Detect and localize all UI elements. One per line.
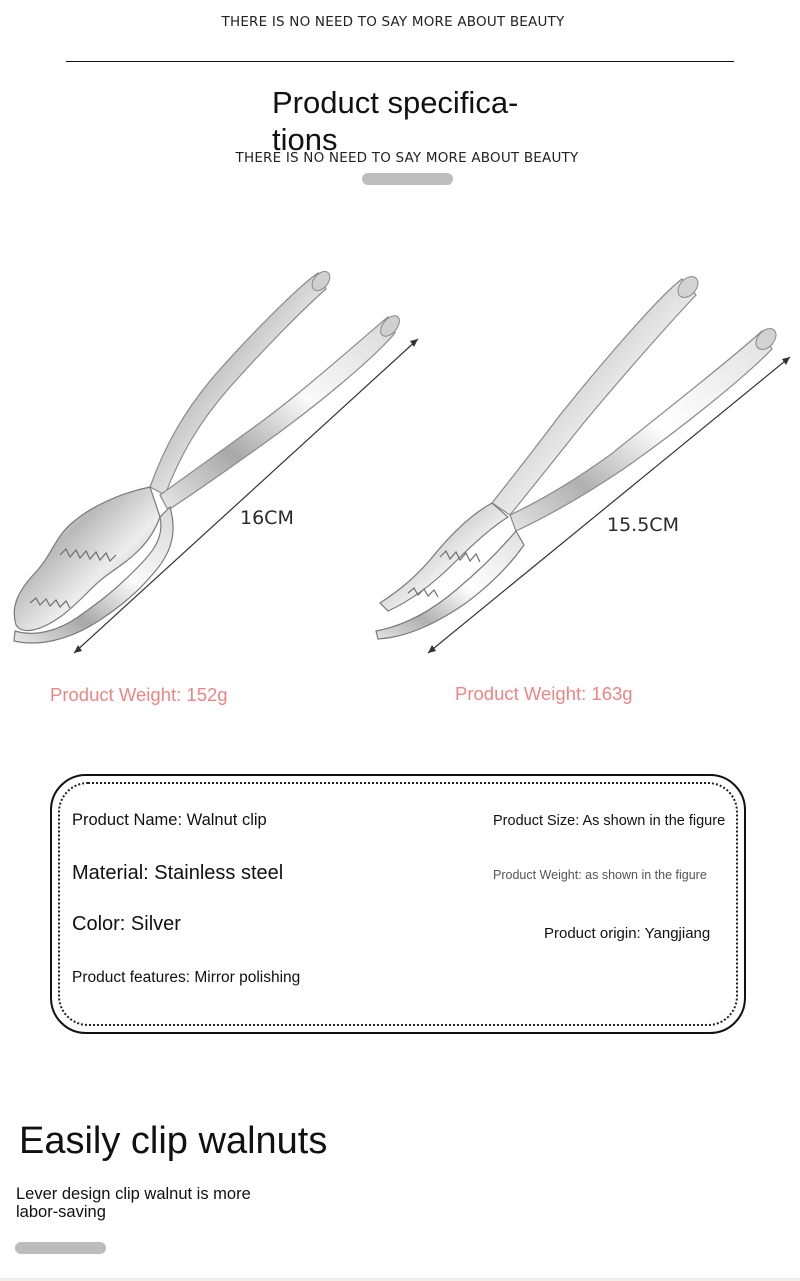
spec-product-name: Product Name: Walnut clip — [72, 811, 267, 829]
spec-color: Color: Silver — [72, 913, 181, 935]
walnut-clip-image-1 — [0, 255, 420, 665]
page-title: Product specifica- tions — [272, 85, 519, 157]
product-2-dimension: 15.5CM — [607, 514, 679, 536]
feature-description: Lever design clip walnut is more labor-saving — [16, 1185, 251, 1221]
decorative-pill — [362, 173, 453, 185]
spec-size: Product Size: As shown in the figure — [493, 813, 726, 829]
header-tagline: THERE IS NO NEED TO SAY MORE ABOUT BEAUTY — [221, 14, 565, 30]
product-2-weight: Product Weight: 163g — [455, 683, 633, 704]
spec-box — [50, 774, 746, 1034]
feature-title: Easily clip walnuts — [19, 1120, 328, 1162]
product-1-dimension: 16CM — [240, 507, 294, 529]
decorative-pill-bottom — [15, 1242, 106, 1254]
header-divider — [66, 61, 734, 62]
walnut-clip-image-2 — [370, 265, 800, 660]
spec-origin: Product origin: Yangjiang — [544, 925, 711, 942]
product-1-weight: Product Weight: 152g — [50, 684, 228, 705]
spec-material: Material: Stainless steel — [72, 862, 284, 884]
spec-weight: Product Weight: as shown in the figure — [493, 868, 707, 882]
header-subtagline: THERE IS NO NEED TO SAY MORE ABOUT BEAUTY — [235, 150, 579, 166]
spec-features: Product features: Mirror polishing — [72, 969, 301, 986]
